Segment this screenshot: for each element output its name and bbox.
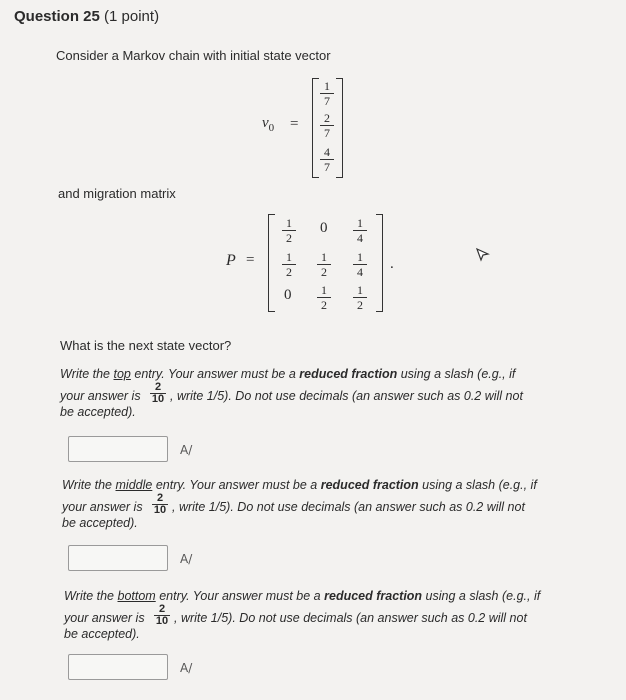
intro-text: Consider a Markov chain with initial state vector — [56, 48, 331, 63]
question-title: Question 25 — [14, 8, 100, 25]
mouse-cursor-icon — [474, 246, 492, 264]
prompt-text: What is the next state vector? — [60, 338, 232, 353]
v0-right-bracket — [336, 78, 343, 178]
P-entry: 1 2 — [282, 251, 296, 278]
P-period: . — [390, 256, 394, 272]
P-entry: 1 4 — [353, 217, 367, 244]
preview-icon[interactable]: A/ — [180, 661, 193, 675]
P-entry: 1 2 — [317, 284, 331, 311]
v0-label: $v_0$ — [262, 115, 275, 134]
P-entry: 1 4 — [353, 251, 367, 278]
preview-icon[interactable]: A/ — [180, 443, 193, 457]
question-heading — [14, 8, 159, 25]
answer-input-middle[interactable] — [68, 545, 168, 571]
v0-entry: 2 7 — [320, 112, 334, 139]
v0-equals: = — [290, 116, 299, 132]
P-left-bracket — [268, 214, 275, 312]
v0-left-bracket — [312, 78, 319, 178]
P-right-bracket — [376, 214, 383, 312]
P-entry: 1 2 — [282, 217, 296, 244]
question-points: (1 point) — [104, 8, 160, 25]
P-label: P — [226, 252, 236, 269]
v0-entry: 1 7 — [320, 80, 334, 107]
P-equals: = — [246, 252, 255, 268]
answer-input-top[interactable] — [68, 436, 168, 462]
P-entry: 0 — [284, 287, 292, 303]
migration-intro-text: and migration matrix — [58, 186, 176, 201]
P-entry: 1 2 — [353, 284, 367, 311]
P-entry: 1 2 — [317, 251, 331, 278]
answer-input-bottom[interactable] — [68, 654, 168, 680]
preview-icon[interactable]: A/ — [180, 552, 193, 566]
P-entry: 0 — [320, 220, 328, 236]
v0-entry: 4 7 — [320, 146, 334, 173]
